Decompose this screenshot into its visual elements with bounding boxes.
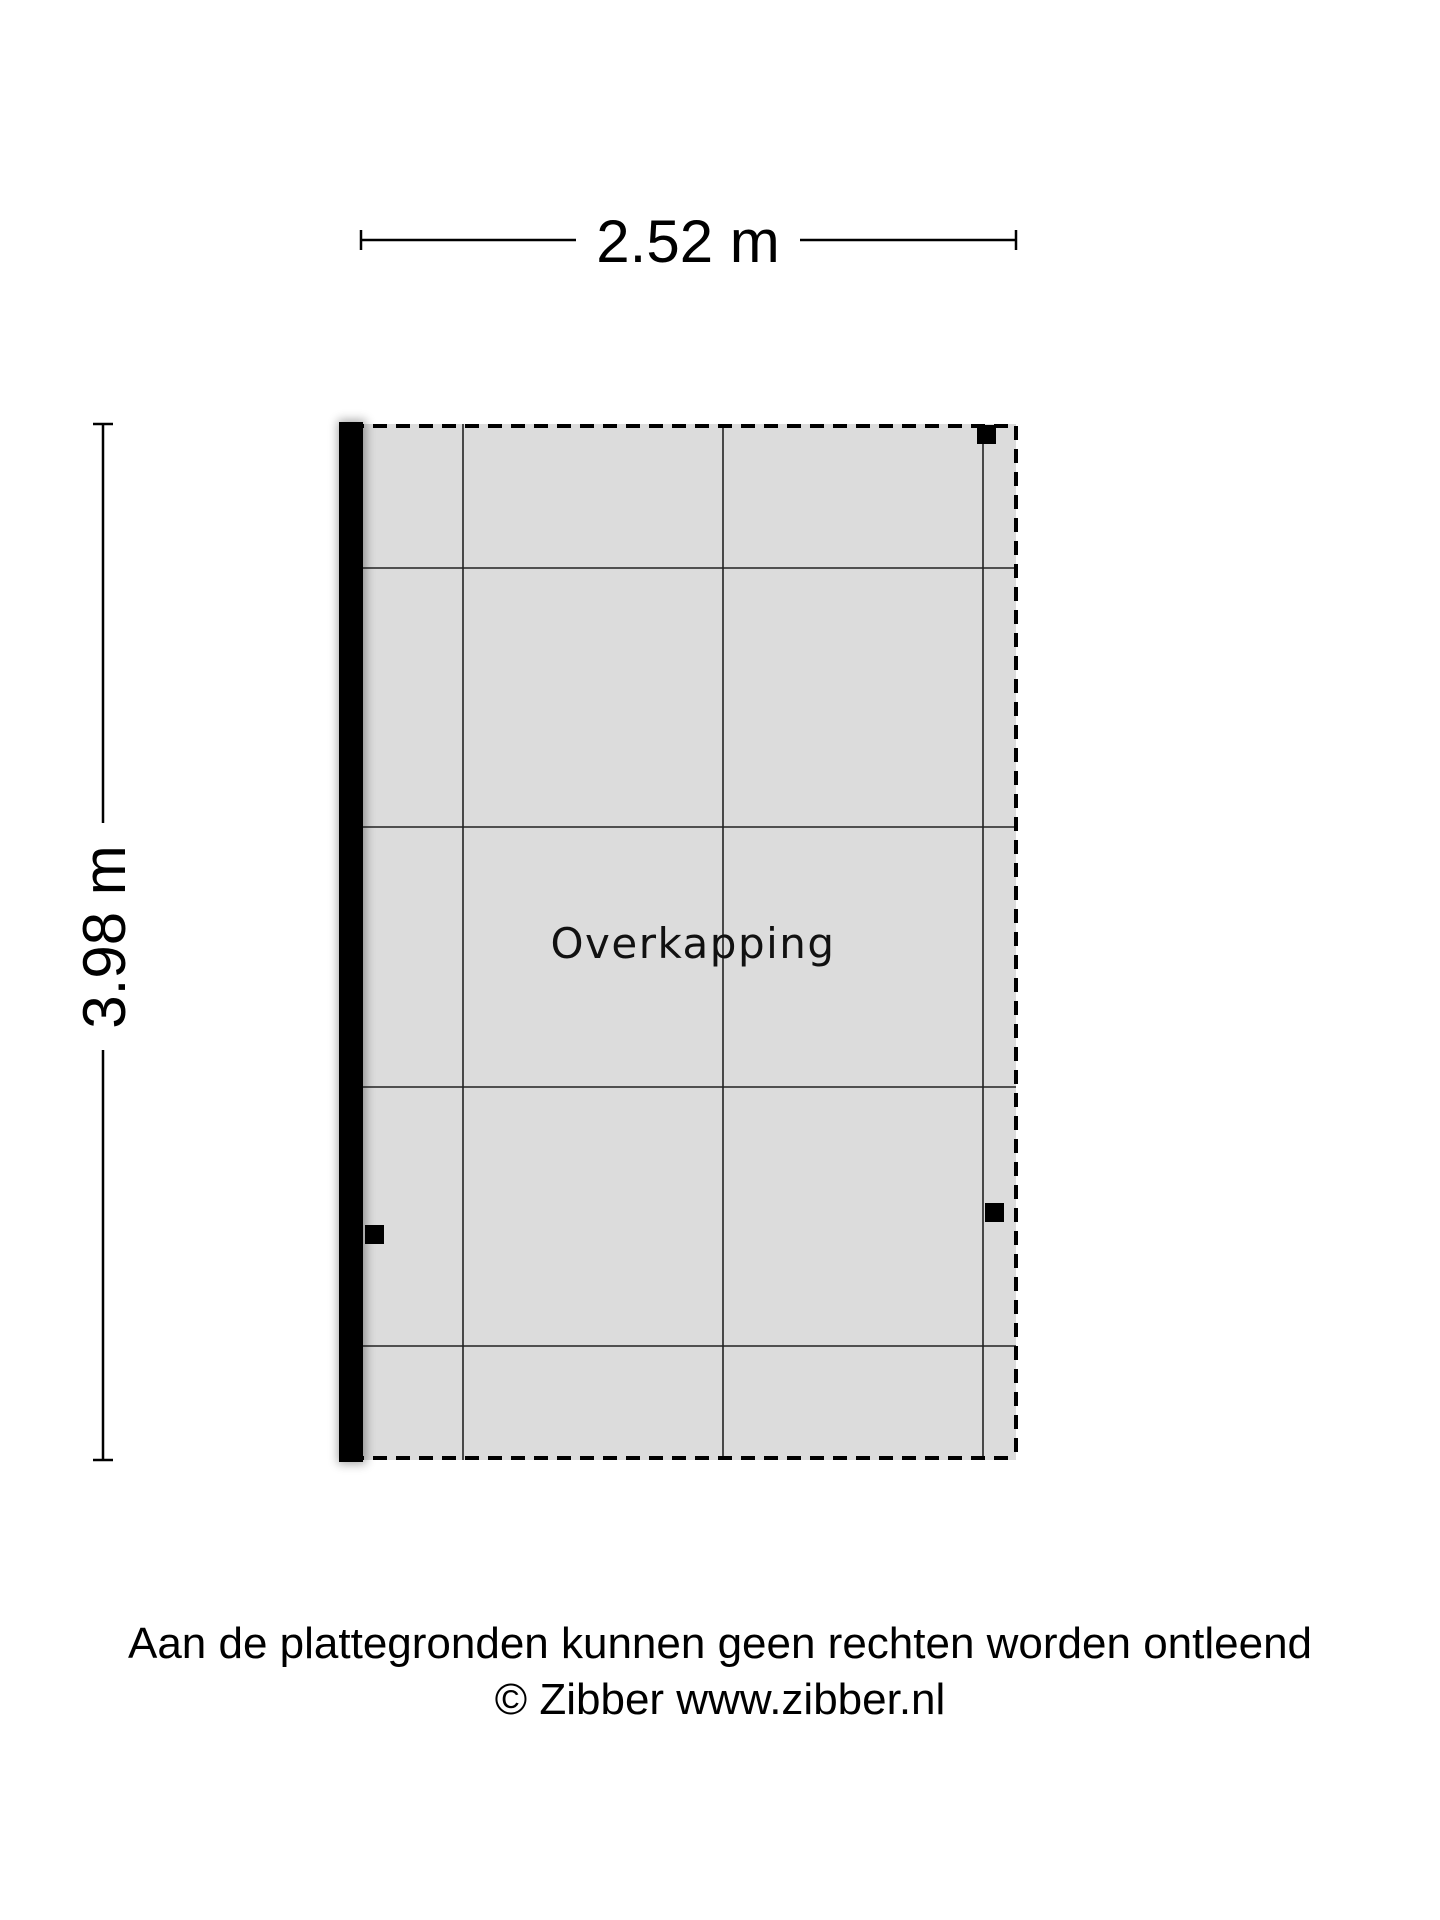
width-dimension-label: 2.52 m [596,208,780,275]
disclaimer-text: Aan de plattegronden kunnen geen rechten worden ontleend [127,1619,1313,1668]
post-left [365,1225,384,1244]
room-label: Overkapping [550,919,836,968]
height-dimension [71,424,138,1460]
height-dimension-label: 3.98 m [71,845,138,1029]
room-overkapping [338,420,1016,1464]
width-dimension [361,208,1016,275]
post-right [985,1203,1004,1222]
copyright-text: © Zibber www.zibber.nl [494,1675,946,1724]
post-top-right [977,425,996,444]
wall [339,422,363,1462]
